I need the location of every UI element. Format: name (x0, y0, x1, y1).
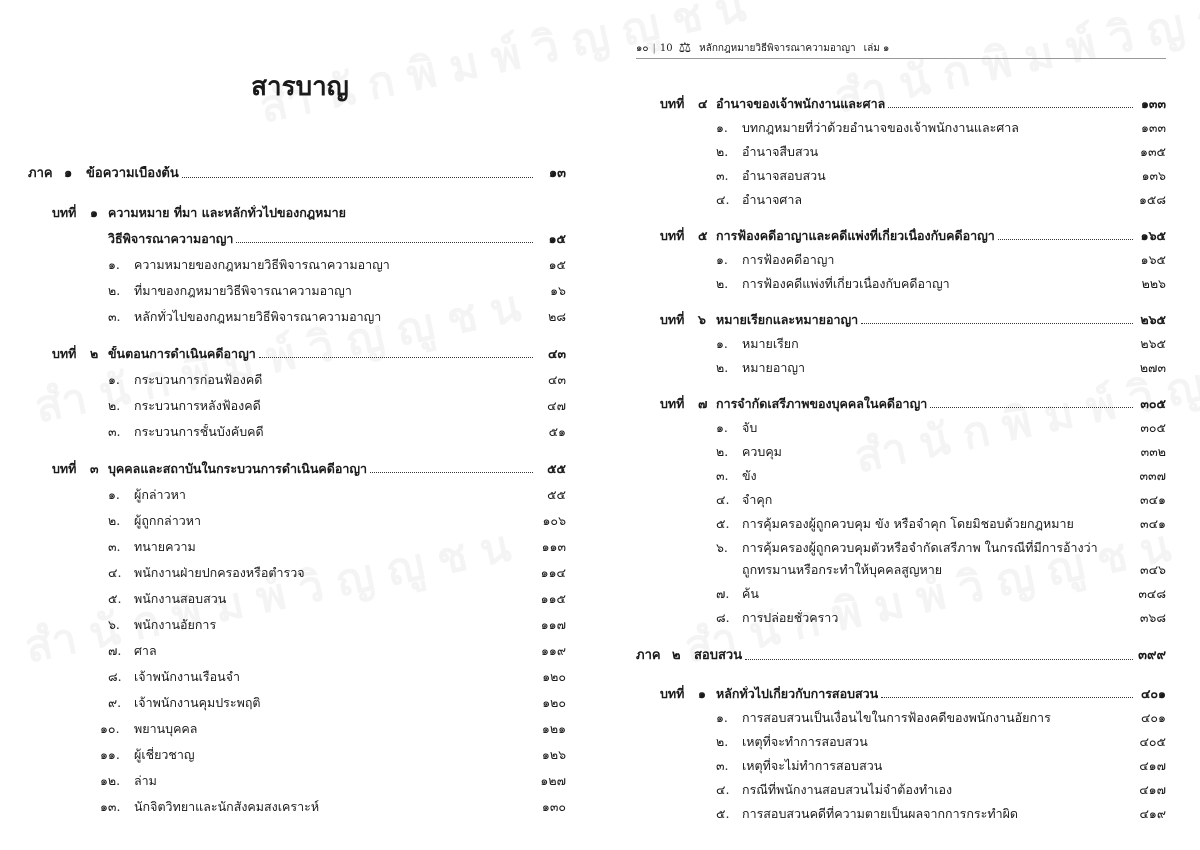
toc-item-row[interactable]: ๒. กระบวนการหลังฟ้องคดี ๔๗ (108, 398, 566, 413)
volume-label: เล่ม ๑ (863, 42, 890, 54)
toc-item-row[interactable]: ๗. ค้น ๓๔๘ (716, 586, 1166, 601)
page-title: สารบาญ (251, 72, 349, 102)
toc-item-row[interactable]: ๑. ความหมายของกฎหมายวิธีพิจารณาความอาญา ๑๕ (108, 257, 566, 272)
toc-item-row[interactable]: ๖. พนักงานอัยการ ๑๑๗ (108, 617, 566, 632)
toc-item-row[interactable]: ๓. ทนายความ ๑๑๓ (108, 539, 566, 554)
toc-item-row[interactable]: ๒. เหตุที่จะทำการสอบสวน ๔๐๕ (716, 734, 1166, 749)
toc-item-row[interactable]: ๒. อำนาจสืบสวน ๑๓๕ (716, 144, 1166, 159)
toc-item-row-continued[interactable]: ถูกทรมานหรือกระทำให้บุคคลสูญหาย ๓๔๖ (742, 562, 1166, 577)
dot-leader (998, 239, 1133, 240)
toc-item-row[interactable]: ๕. การสอบสวนคดีที่ความตายเป็นผลจากการกระทำผิด ๔๑๙ (716, 806, 1166, 821)
toc-chapter-row[interactable]: บทที่ ๕ การฟ้องคดีอาญาและคดีแพ่งที่เกี่ยวเนื่องกับคดีอาญา ๑๖๕ (660, 228, 1166, 243)
toc-item-row[interactable]: ๓. เหตุที่จะไม่ทำการสอบสวน ๔๑๗ (716, 758, 1166, 773)
toc-item-row[interactable]: ๔. พนักงานฝ่ายปกครองหรือตำรวจ ๑๑๔ (108, 565, 566, 580)
toc-item-row[interactable]: ๒. หมายอาญา ๒๗๓ (716, 360, 1166, 375)
book-title: หลักกฎหมายวิธีพิจารณาความอาญา (699, 42, 856, 54)
toc-chapter-row[interactable]: บทที่ ๖ หมายเรียกและหมายอาญา ๒๖๕ (660, 312, 1166, 327)
toc-item-row[interactable]: ๑๓. นักจิตวิทยาและนักสังคมสงเคราะห์ ๑๓๐ (100, 799, 566, 814)
dot-leader (745, 659, 1133, 660)
toc-chapter-row[interactable]: บทที่ ๓ บุคคลและสถาบันในกระบวนการดำเนินคดีอาญา ๕๕ (52, 461, 566, 476)
toc-part-row[interactable]: ภาค ๑ ข้อความเบื้องต้น ๑๓ (28, 166, 566, 181)
toc-item-row[interactable]: ๘. การปล่อยชั่วคราว ๓๖๘ (716, 610, 1166, 625)
toc-item-row[interactable]: ๑. จับ ๓๐๕ (716, 420, 1166, 435)
toc-item-row[interactable]: ๓. หลักทั่วไปของกฎหมายวิธีพิจารณาความอาญา ๒๘ (108, 309, 566, 324)
page-number-arabic: 10 (659, 42, 673, 54)
toc-item-row[interactable]: ๖. การคุ้มครองผู้ถูกควบคุมตัวหรือจำกัดเสรีภาพ ในกรณีที่มีการอ้างว่า (716, 540, 1098, 555)
toc-item-row[interactable]: ๑. การสอบสวนเป็นเงื่อนไขในการฟ้องคดีของพนักงานอัยการ ๔๐๑ (716, 710, 1166, 725)
dot-leader (930, 407, 1133, 408)
toc-item-row[interactable]: ๑. กระบวนการก่อนฟ้องคดี ๔๓ (108, 372, 566, 387)
toc-chapter-row[interactable]: บทที่ ๗ การจำกัดเสรีภาพของบุคคลในคดีอาญา ๓๐๕ (660, 396, 1166, 411)
toc-item-row[interactable]: ๓. กระบวนการชั้นบังคับคดี ๕๑ (108, 424, 566, 439)
dot-leader (888, 107, 1133, 108)
toc-item-row[interactable]: ๕. การคุ้มครองผู้ถูกควบคุม ขัง หรือจำคุก โดยมิชอบด้วยกฎหมาย ๓๔๑ (716, 516, 1166, 531)
toc-chapter-row[interactable]: บทที่ ๑ หลักทั่วไปเกี่ยวกับการสอบสวน ๔๐๑ (660, 686, 1166, 701)
toc-item-row[interactable]: ๓. ขัง ๓๓๗ (716, 468, 1166, 483)
running-header: ๑๐ | 10 ⚖ หลักกฎหมายวิธีพิจารณาความอาญา เล่ม ๑ (636, 38, 1166, 59)
dot-leader (236, 242, 533, 243)
dot-leader (861, 323, 1133, 324)
toc-item-row[interactable]: ๔. จำคุก ๓๔๑ (716, 492, 1166, 507)
right-page (600, 0, 1200, 850)
toc-item-row[interactable]: ๔. กรณีที่พนักงานสอบสวนไม่จำต้องทำเอง ๔๑๗ (716, 782, 1166, 797)
toc-item-row[interactable]: ๑๐. พยานบุคคล ๑๒๑ (100, 721, 566, 736)
toc-chapter-row-continued[interactable]: วิธีพิจารณาความอาญา ๑๕ (108, 231, 566, 246)
scales-of-justice-icon: ⚖ (678, 40, 692, 56)
toc-item-row[interactable]: ๘. เจ้าพนักงานเรือนจำ ๑๒๐ (108, 669, 566, 684)
toc-item-row[interactable]: ๙. เจ้าพนักงานคุมประพฤติ ๑๒๐ (108, 695, 566, 710)
toc-item-row[interactable]: ๒. ผู้ถูกกล่าวหา ๑๐๖ (108, 513, 566, 528)
toc-item-row[interactable]: ๕. พนักงานสอบสวน ๑๑๕ (108, 591, 566, 606)
toc-item-row[interactable]: ๑. การฟ้องคดีอาญา ๑๖๕ (716, 252, 1166, 267)
toc-item-row[interactable]: ๗. ศาล ๑๑๙ (108, 643, 566, 658)
toc-item-row[interactable]: ๓. อำนาจสอบสวน ๑๓๖ (716, 168, 1166, 183)
toc-item-row[interactable]: ๒. การฟ้องคดีแพ่งที่เกี่ยวเนื่องกับคดีอาญา ๒๒๖ (716, 276, 1166, 291)
page-number: ๑๐ (636, 42, 649, 54)
toc-chapter-row[interactable]: บทที่ ๒ ขั้นตอนการดำเนินคดีอาญา ๔๓ (52, 346, 566, 361)
toc-part-row[interactable]: ภาค ๒ สอบสวน ๓๙๙ (636, 648, 1166, 663)
dot-leader (182, 177, 533, 178)
toc-item-row[interactable]: ๒. ที่มาของกฎหมายวิธีพิจารณาความอาญา ๑๖ (108, 283, 566, 298)
toc-item-row[interactable]: ๒. ควบคุม ๓๓๒ (716, 444, 1166, 459)
dot-leader (370, 472, 533, 473)
toc-chapter-row[interactable]: บทที่ ๑ ความหมาย ที่มา และหลักทั่วไปของกฎหมาย (52, 205, 346, 220)
dot-leader (881, 697, 1133, 698)
dot-leader (259, 357, 533, 358)
toc-item-row[interactable]: ๑. บทกฎหมายที่ว่าด้วยอำนาจของเจ้าพนักงานและศาล ๑๓๓ (716, 120, 1166, 135)
toc-item-row[interactable]: ๑๑. ผู้เชี่ยวชาญ ๑๒๖ (100, 747, 566, 762)
toc-chapter-row[interactable]: บทที่ ๔ อำนาจของเจ้าพนักงานและศาล ๑๓๓ (660, 96, 1166, 111)
toc-item-row[interactable]: ๑. ผู้กล่าวหา ๕๕ (108, 487, 566, 502)
toc-item-row[interactable]: ๑. หมายเรียก ๒๖๕ (716, 336, 1166, 351)
toc-item-row[interactable]: ๑๒. ล่าม ๑๒๗ (100, 773, 566, 788)
toc-item-row[interactable]: ๔. อำนาจศาล ๑๕๘ (716, 192, 1166, 207)
watermark (828, 0, 1200, 132)
